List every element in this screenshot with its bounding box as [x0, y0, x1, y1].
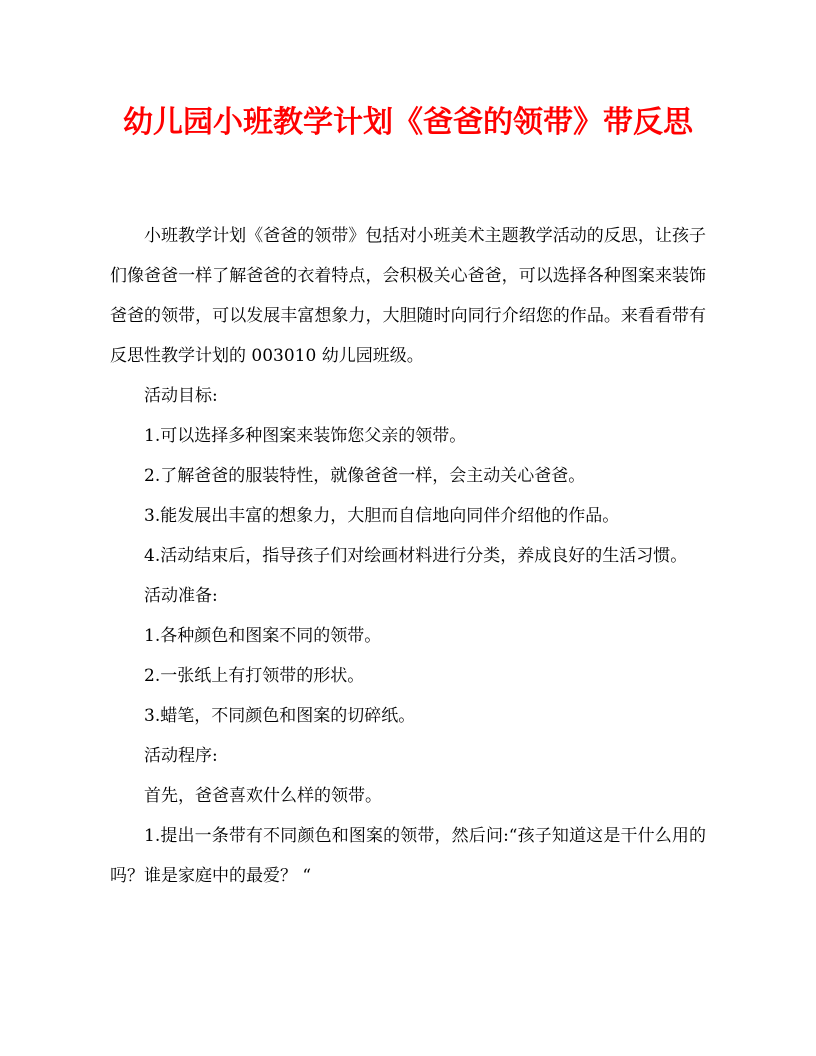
preparation-item-3: 3.蜡笔，不同颜色和图案的切碎纸。: [144, 706, 416, 726]
document-body: [110, 216, 706, 896]
goal-item-4: 4.活动结束后，指导孩子们对绘画材料进行分类，养成良好的生活习惯。: [144, 546, 688, 566]
section-heading-preparation: 活动准备:: [144, 586, 218, 606]
procedure-item-1: 1.提出一条带有不同颜色和图案的领带，然后问:“孩子知道这是干什么用的吗？谁是家庭中的最爱？ “: [110, 826, 706, 886]
section-heading-procedure: 活动程序:: [144, 746, 218, 766]
goal-item-3: 3.能发展出丰富的想象力，大胆而自信地向同伴介绍他的作品。: [144, 506, 620, 526]
goal-item-1: 1.可以选择多种图案来装饰您父亲的领带。: [144, 426, 467, 446]
goal-item-2: 2.了解爸爸的服装特性，就像爸爸一样，会主动关心爸爸。: [144, 466, 586, 486]
procedure-step-first: 首先，爸爸喜欢什么样的领带。: [144, 786, 382, 806]
document-title: 幼儿园小班教学计划《爸爸的领带》带反思: [123, 105, 693, 140]
section-heading-goals: 活动目标:: [144, 386, 218, 406]
preparation-item-1: 1.各种颜色和图案不同的领带。: [144, 626, 382, 646]
preparation-item-2: 2.一张纸上有打领带的形状。: [144, 666, 365, 686]
intro-paragraph: 小班教学计划《爸爸的领带》包括对小班美术主题教学活动的反思，让孩子们像爸爸一样了解爸爸的衣着特点，会积极关心爸爸，可以选择各种图案来装饰爸爸的领带，可以发展丰富想象力，大胆随时向同行介绍您的作品。来看看带有反思性教学计划的 003010 幼儿园班级。: [110, 226, 706, 366]
